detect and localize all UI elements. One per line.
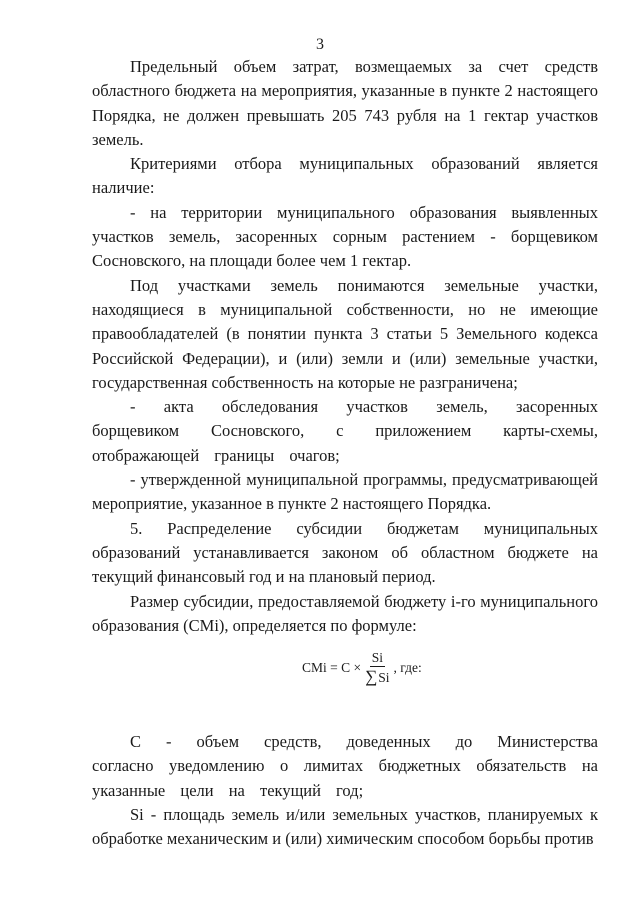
paragraph-definition-c: C - объем средств, доведенных до Министерства согласно уведомлению о лимитах бюджетных обязательств на указанные цели на текущий год; <box>92 732 598 800</box>
formula-lhs: CMi = C × <box>302 660 362 675</box>
formula-denominator <box>363 667 391 687</box>
paragraph-subsidy-distribution: 5. Распределение субсидии бюджетам муниципальных образований устанавливается законом об областном бюджете на текущий финансовый год и на плановый период. <box>92 518 598 587</box>
paragraph-selection-criteria: Критериями отбора муниципальных образований является наличие: <box>92 154 598 198</box>
spacer <box>92 700 598 730</box>
paragraph-land-definition: Под участками земель понимаются земельные участки, находящиеся в муниципальной собственности, но не имеющие правообладателей (в понятии пункта 3 статьи 5 Земельного кодекса Российской Федерации), и (или) земли и (или) земельные участки, государственная собственность на которые не разграничена; <box>92 275 598 392</box>
formula-denominator-value: Si <box>378 669 390 685</box>
page-number: 3 <box>316 36 324 53</box>
paragraph-criterion-program: - утвержденной муниципальной программы, предусматривающей мероприятие, указанное в пункте 2 настоящего Порядка. <box>92 470 598 514</box>
paragraph-subsidy-size: Размер субсидии, предоставляемой бюджету i-го муниципального образования (CMi), определяется по формуле: <box>92 591 598 635</box>
formula-fraction <box>363 650 391 686</box>
formula-suffix: , где: <box>393 660 422 675</box>
paragraph-definition-si: Si - площадь земель и/или земельных участков, планируемых к обработке механическим и (или) химическим способом борьбы против <box>92 805 598 849</box>
paragraph-cost-limit: Предельный объем затрат, возмещаемых за счет средств областного бюджета на мероприятия, указанные в пункте 2 настоящего Порядка, не должен превышать 205 743 рубля на 1 гектар участков земель. <box>92 57 598 149</box>
formula-numerator: Si <box>371 650 383 666</box>
paragraph-criterion-territory: - на территории муниципального образования выявленных участков земель, засоренных сорным растением - борщевиком Сосновского, на площади более чем 1 гектар. <box>92 202 598 271</box>
subsidy-formula <box>302 650 422 686</box>
sum-symbol: ∑ <box>365 666 378 686</box>
document-body <box>92 55 598 852</box>
formula-block <box>92 638 598 700</box>
paragraph-criterion-inspection-act: - акта обследования участков земель, засоренных борщевиком Сосновского, с приложением карты-схемы, отображающей границы очагов; <box>92 397 598 465</box>
